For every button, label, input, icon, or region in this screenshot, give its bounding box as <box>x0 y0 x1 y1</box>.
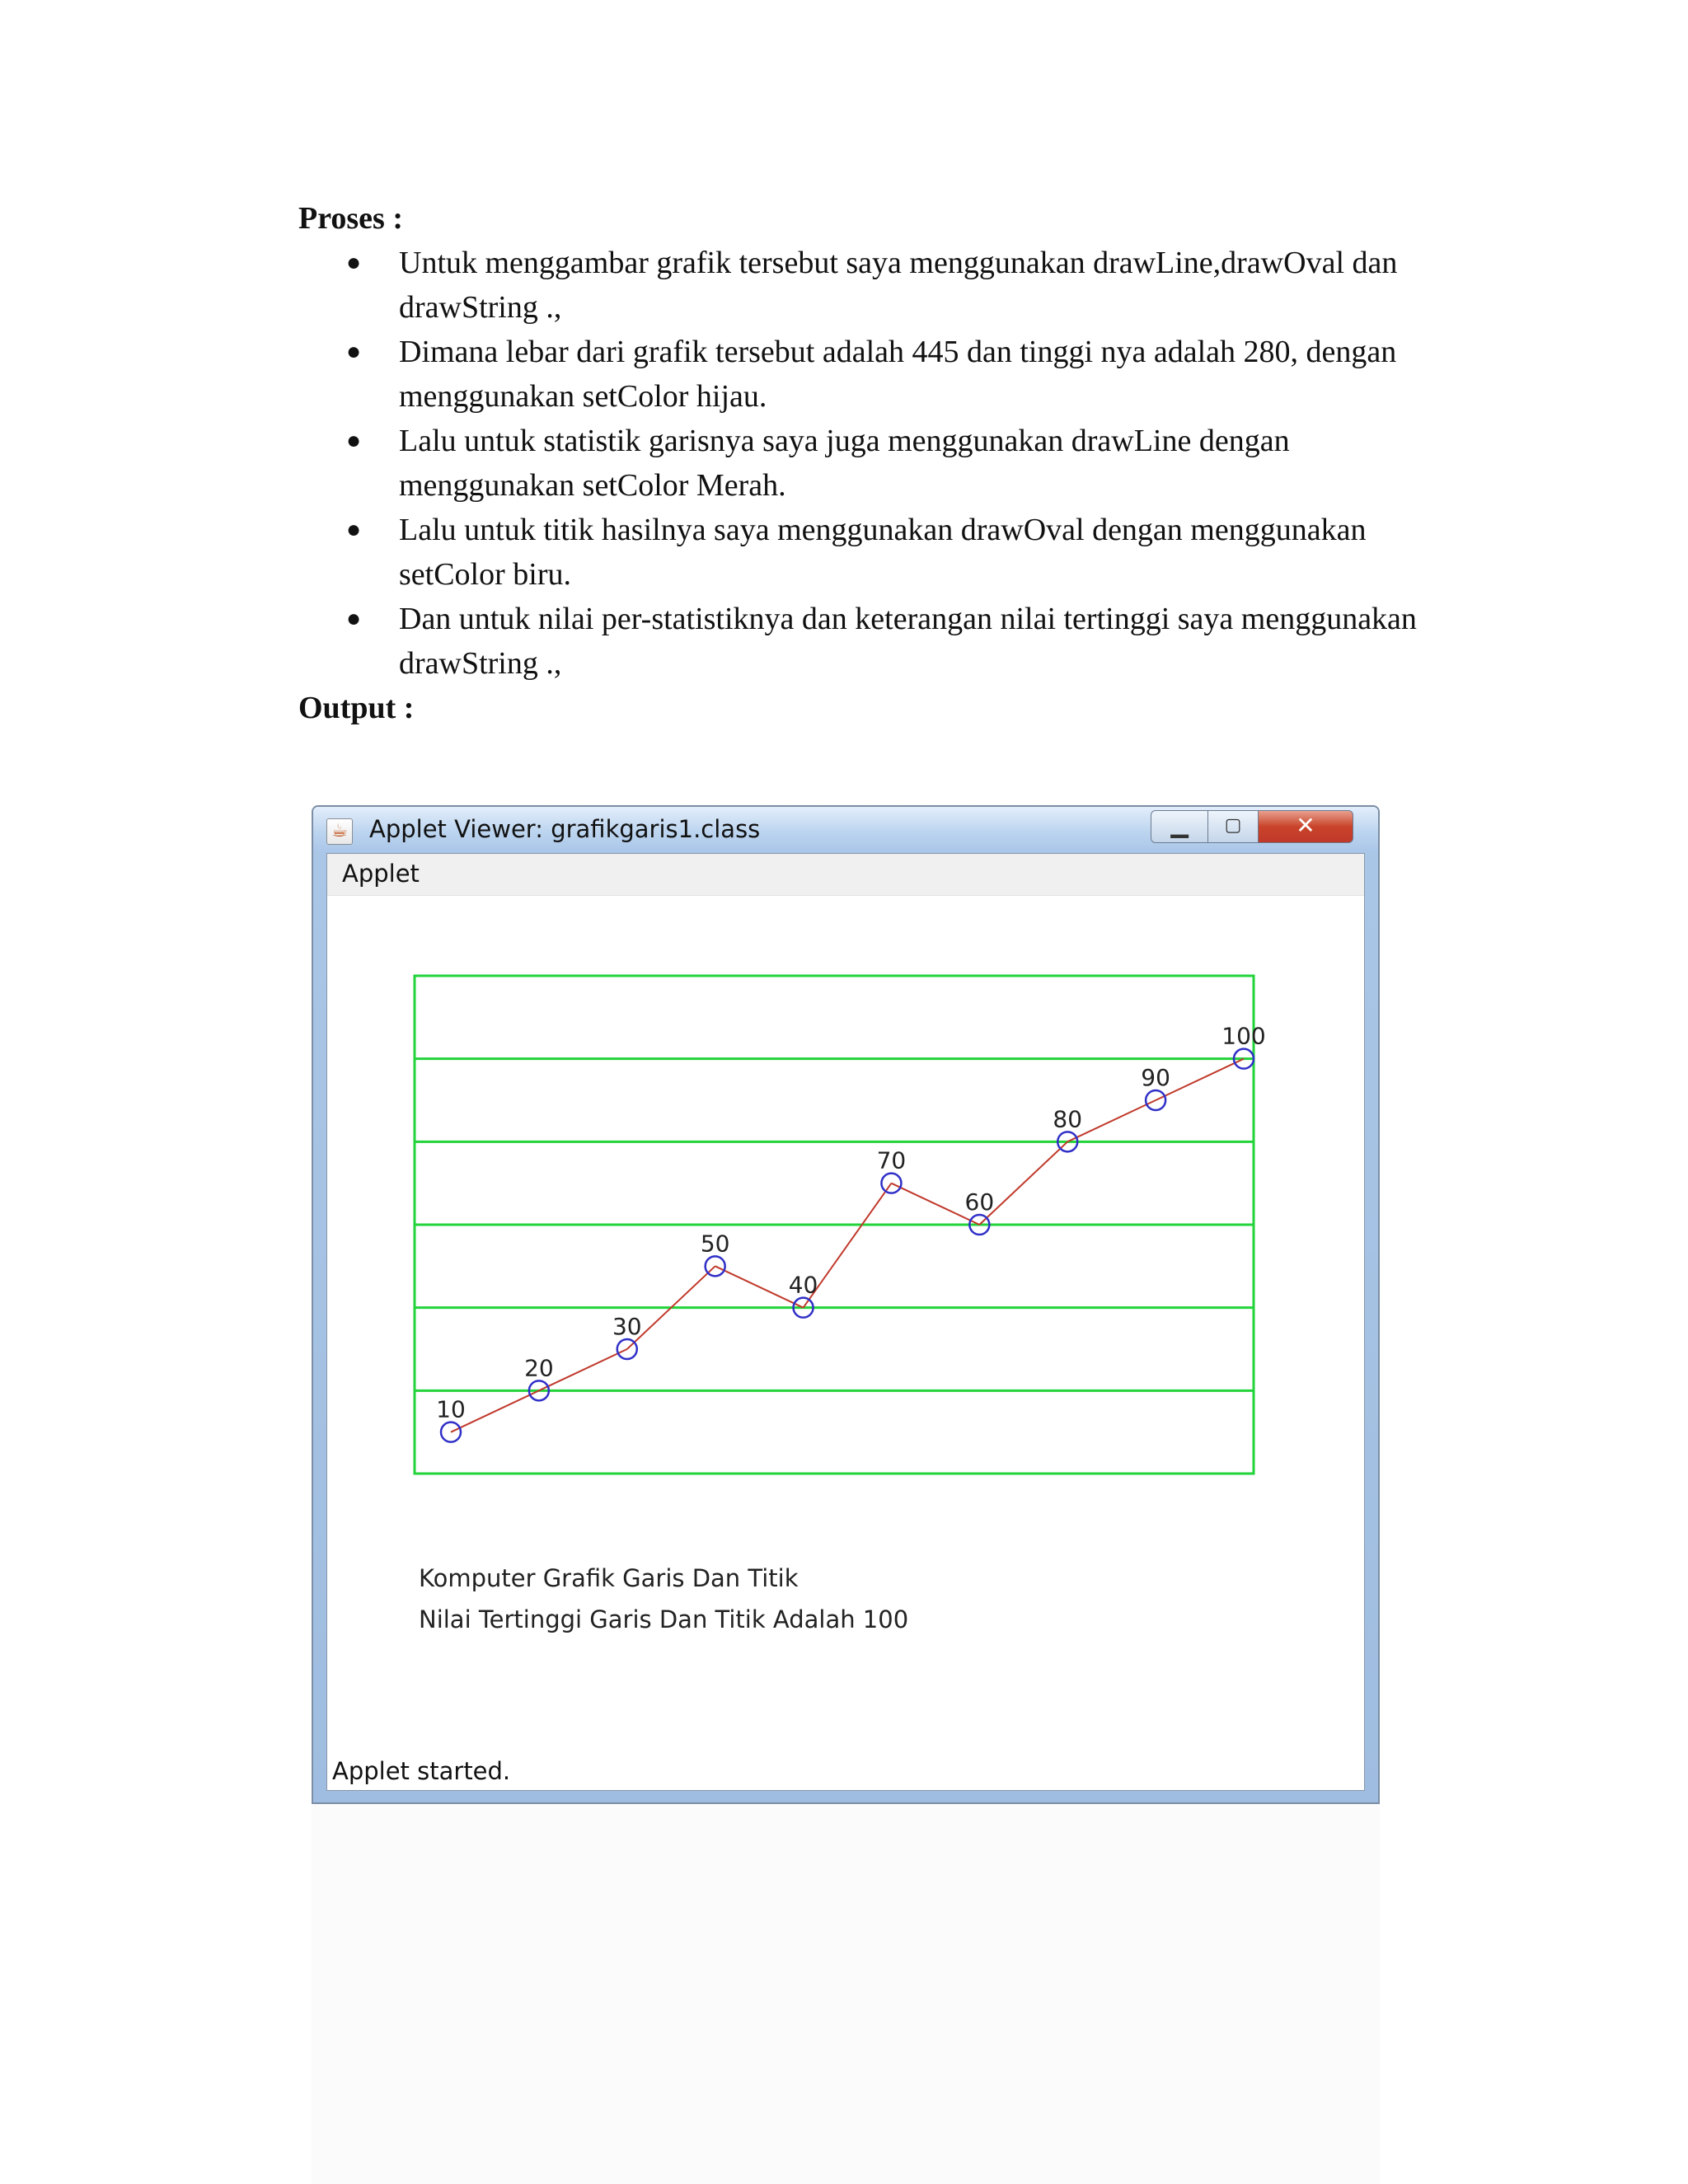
data-label: 70 <box>876 1146 907 1174</box>
data-label: 30 <box>612 1313 642 1340</box>
bullet-icon: ● <box>346 605 362 632</box>
bullet-icon: ● <box>346 249 362 276</box>
list-item <box>298 597 1469 686</box>
minimize-icon: ▁ <box>1170 811 1189 838</box>
data-label: 60 <box>964 1188 995 1216</box>
data-label: 100 <box>1221 1022 1266 1050</box>
applet-viewer-window <box>312 805 1380 1804</box>
proses-list <box>298 241 1469 686</box>
status-bar-text: Applet started. <box>332 1757 511 1785</box>
bullet-line: menggunakan setColor Merah. <box>399 468 786 503</box>
proses-heading: Proses : <box>298 201 403 236</box>
data-label: 20 <box>524 1354 554 1382</box>
close-icon: ✕ <box>1296 812 1315 839</box>
bullet-line: drawString ., <box>399 646 562 681</box>
data-label: 40 <box>788 1271 818 1299</box>
bullet-line: menggunakan setColor hijau. <box>399 379 767 414</box>
list-item <box>298 330 1469 419</box>
document-body <box>298 196 1469 730</box>
maximize-icon: ▢ <box>1224 815 1242 836</box>
data-point <box>441 1422 461 1442</box>
bullet-line: setColor biru. <box>399 557 571 592</box>
window-title: Applet Viewer: grafikgaris1.class <box>369 815 761 843</box>
bullet-line: Lalu untuk titik hasilnya saya menggunakan drawOval dengan menggunakan <box>399 513 1367 547</box>
line-chart <box>327 854 1367 1793</box>
data-point <box>881 1174 901 1193</box>
bullet-line: drawString ., <box>399 290 562 325</box>
bullet-icon: ● <box>346 516 362 543</box>
caption-max-value: Nilai Tertinggi Garis Dan Titik Adalah 100 <box>419 1605 909 1633</box>
data-label: 80 <box>1053 1105 1083 1133</box>
minimize-button[interactable] <box>1151 810 1208 843</box>
applet-client-area <box>326 853 1365 1791</box>
page-shadow-strip <box>312 1804 1380 2184</box>
bullet-line: Dimana lebar dari grafik tersebut adalah 445 dan tinggi nya adalah 280, dengan <box>399 335 1397 369</box>
java-cup-icon: ☕ <box>326 818 353 845</box>
data-label: 10 <box>436 1395 466 1423</box>
bullet-icon: ● <box>346 338 362 365</box>
bullet-icon: ● <box>346 427 362 454</box>
menu-applet[interactable]: Applet <box>342 860 420 888</box>
data-label: 50 <box>700 1230 730 1258</box>
maximize-button[interactable] <box>1207 810 1259 843</box>
data-label: 90 <box>1141 1064 1170 1091</box>
close-button[interactable] <box>1258 810 1353 843</box>
caption-title: Komputer Grafik Garis Dan Titik <box>419 1564 799 1592</box>
bullet-line: Untuk menggambar grafik tersebut saya menggunakan drawLine,drawOval dan <box>399 246 1398 280</box>
bullet-line: Lalu untuk statistik garisnya saya juga menggunakan drawLine dengan <box>399 424 1290 458</box>
list-item <box>298 508 1469 597</box>
bullet-line: Dan untuk nilai per-statistiknya dan keterangan nilai tertinggi saya menggunakan <box>399 602 1417 636</box>
list-item <box>298 419 1469 508</box>
window-titlebar[interactable] <box>313 807 1378 853</box>
list-item <box>298 241 1469 330</box>
output-heading: Output : <box>298 691 415 725</box>
